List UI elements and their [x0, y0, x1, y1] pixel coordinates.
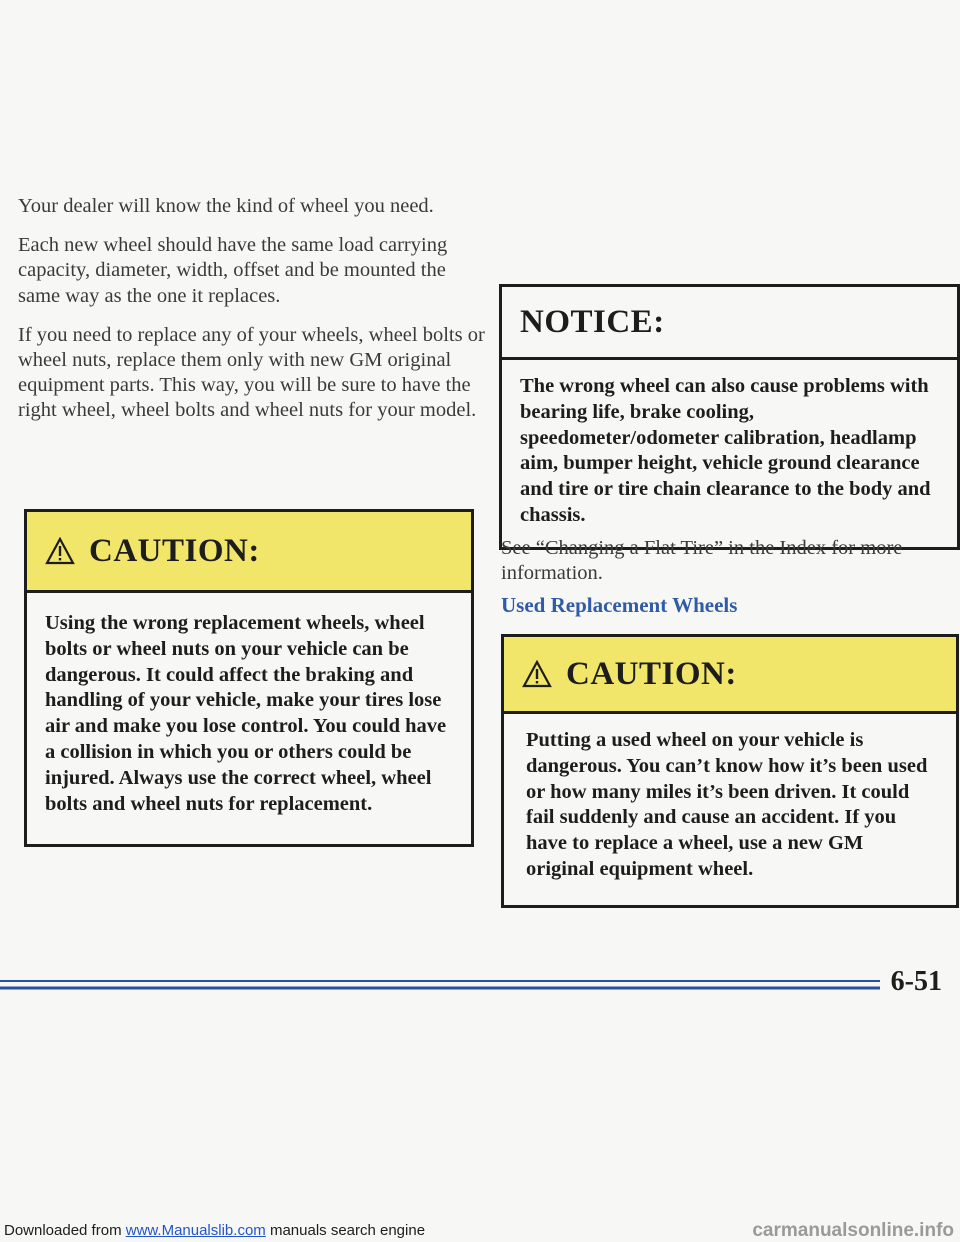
paragraph-replace-parts: If you need to replace any of your wheels, wheel bolts or wheel nuts, replace them only with new GM original equipment parts. This way, you will be sure to have the right wheel, wheel bolts and wheel nuts for your model. — [18, 323, 485, 422]
warning-triangle-icon — [45, 537, 75, 565]
caution-title: CAUTION: — [89, 532, 260, 569]
left-column — [18, 194, 488, 438]
footer-suffix: manuals search engine — [265, 1222, 426, 1239]
paragraph-dealer: Your dealer will know the kind of wheel you need. — [18, 195, 434, 217]
manualslib-link[interactable]: www.Manualslib.com — [125, 1222, 266, 1239]
page-rule — [0, 976, 960, 996]
see-index-text: See “Changing a Flat Tire” in the Index for more information. — [501, 537, 903, 584]
caution-header — [504, 637, 956, 714]
footer-prefix: Downloaded from — [4, 1222, 126, 1239]
watermark: carmanualsonline.info — [752, 1220, 954, 1241]
page-number: 6-51 — [890, 966, 942, 997]
caution-text: Using the wrong replacement wheels, wheel bolts or wheel nuts on your vehicle can be dangerous. It could affect the braking and handling of your vehicle, make your tires lose air and make you lose control. You could have a collision in which you or others could be injured. Always use the correct wheel, wheel bolts and wheel nuts for replacement. — [45, 612, 447, 815]
caution-title: CAUTION: — [566, 655, 737, 692]
caution-box-used-wheel — [501, 634, 959, 908]
download-footer — [4, 1222, 425, 1239]
notice-box — [499, 284, 960, 550]
caution-header — [27, 512, 471, 593]
caution-text: Putting a used wheel on your vehicle is dangerous. You can’t know how it’s been used or how many miles it’s been driven. It could fail suddenly and cause an accident. If you have to replace a wheel, use a new GM original equipment wheel. — [526, 729, 928, 881]
paragraph-new-wheel: Each new wheel should have the same load carrying capacity, diameter, width, offset and be mounted the same way as the one it replaces. — [18, 234, 448, 307]
section-heading-used-wheels: Used Replacement Wheels — [501, 593, 738, 617]
notice-header — [502, 287, 957, 360]
warning-triangle-icon — [522, 660, 552, 688]
notice-text: The wrong wheel can also cause problems with bearing life, brake cooling, speedometer/odometer calibration, headlamp aim, bumper height, vehicle ground clearance and tire or tire chain clearance to the body and chassis. — [520, 375, 931, 527]
notice-title: NOTICE: — [520, 303, 665, 340]
caution-box-replacement — [24, 509, 474, 847]
